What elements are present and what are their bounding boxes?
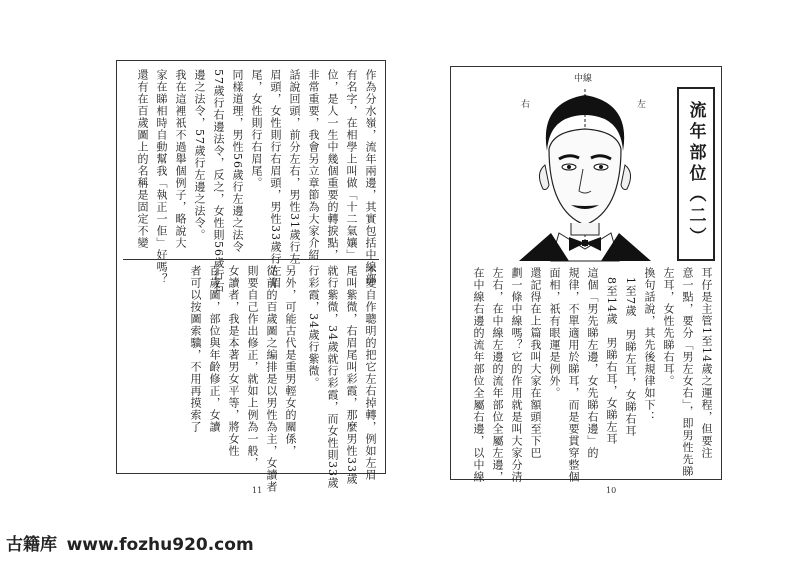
- text-column: 劃一條中線嗎？它的作用就是叫大家分清: [510, 267, 523, 483]
- text-column: 尾叫紫微，右眉尾叫彩霞，那麼男性33歲: [345, 265, 358, 485]
- page-number: 11: [252, 486, 263, 495]
- footer-brand: 古籍库: [6, 535, 57, 555]
- text-column: 百歲圖，部位與年齡修正，女讀: [208, 265, 221, 433]
- text-column: 作為分水嶺，流年兩邊，其實包括中線部: [364, 69, 377, 285]
- text-column: 在中線右邊的流年部位全屬右邊，以中線: [472, 267, 485, 483]
- text-column: 這個「男先睇左邊，女先睇右邊」的: [586, 267, 599, 459]
- text-column: 則要自己作出修正，就如上例為一般，: [246, 265, 259, 469]
- figure-right-label: 右: [521, 100, 531, 110]
- text-column: 話說回頭，前分左右，男性31歲行左: [288, 69, 301, 265]
- right-page: [450, 66, 722, 483]
- text-column: 左右，在中線左邊的流年部位全屬左邊，: [491, 267, 504, 483]
- text-column: 1至7歲 男睇左耳，女睇右耳: [624, 277, 637, 437]
- text-column: 8至14歲 男睇右耳，女睇左耳: [605, 277, 618, 445]
- text-column: 意一點，要分「男左女右」，即男性先睇: [681, 267, 694, 478]
- text-column: 不變自作聰明的把它左右掉轉，例如左眉: [364, 265, 377, 481]
- left-upper-block: [131, 69, 377, 293]
- right-text-block: [459, 267, 713, 483]
- divider-line: [123, 259, 379, 260]
- text-column: 有名字，在相學上叫做「十二氣孃」: [345, 69, 358, 261]
- text-column: 者可以按圖索驥，不用再摸索了: [189, 265, 202, 433]
- site-watermark: [6, 530, 254, 555]
- text-column: 57歲行右邊法令，反之，女性則56歲行右: [212, 69, 225, 293]
- text-column: 行彩霞，34歲行紫微。: [307, 265, 320, 389]
- chapter-title: 流年部位（二）: [677, 87, 715, 261]
- text-column: 耳仔是主管1至14歲之運程，但要注: [700, 267, 713, 459]
- text-column: 眉頭，女性則行右眉頭，男性33歲行左眉: [269, 69, 282, 289]
- text-column: 規律，不單適用於睇耳，而是要貫穿整個: [567, 267, 580, 483]
- text-column: 另外，可能古代是重男輕女的關係，: [284, 265, 297, 457]
- text-column: 還記得在上篇我叫大家在額頭至下巴: [529, 267, 542, 459]
- text-column: 面相，祇有眼運是例外。: [548, 267, 561, 399]
- figure-left-label: 左: [637, 100, 647, 110]
- text-column: 我在這裡祇不過舉個例子，略說大: [174, 69, 187, 249]
- text-column: 左耳，女性先睇右耳。: [662, 267, 675, 387]
- text-column: 邊之法令，57歲行左邊之法令。: [193, 69, 206, 241]
- text-column: 女讀者，我是本著男女平等，將女性: [227, 265, 240, 457]
- text-column: 尾，女性則行右眉尾。: [250, 69, 263, 189]
- text-column: 換句話說，其先後規律如下：: [643, 267, 656, 423]
- text-column: 從前的百歲圖之編排是以男性為主，女讀者: [265, 265, 278, 493]
- text-column: 還有在百歲圖上的名稱是固定不變: [136, 69, 149, 249]
- footer-url: www.fozhu920.com: [66, 535, 254, 555]
- text-column: 就行紫微，34歲就行彩霞，而女性則33歲: [326, 265, 339, 489]
- text-column: 位，是人一生中幾個重要的轉捩點，: [326, 69, 339, 261]
- text-column: 同樣道理，男性56歲行左邊之法令: [231, 69, 244, 253]
- figure-center-label: 中線: [574, 74, 593, 84]
- page-number: 10: [606, 486, 617, 495]
- text-column: 非常重要，我會另立章節為大家介紹: [307, 69, 320, 261]
- text-column: 家在睇相時自動幫我「執正一佢」好嗎？: [155, 69, 168, 285]
